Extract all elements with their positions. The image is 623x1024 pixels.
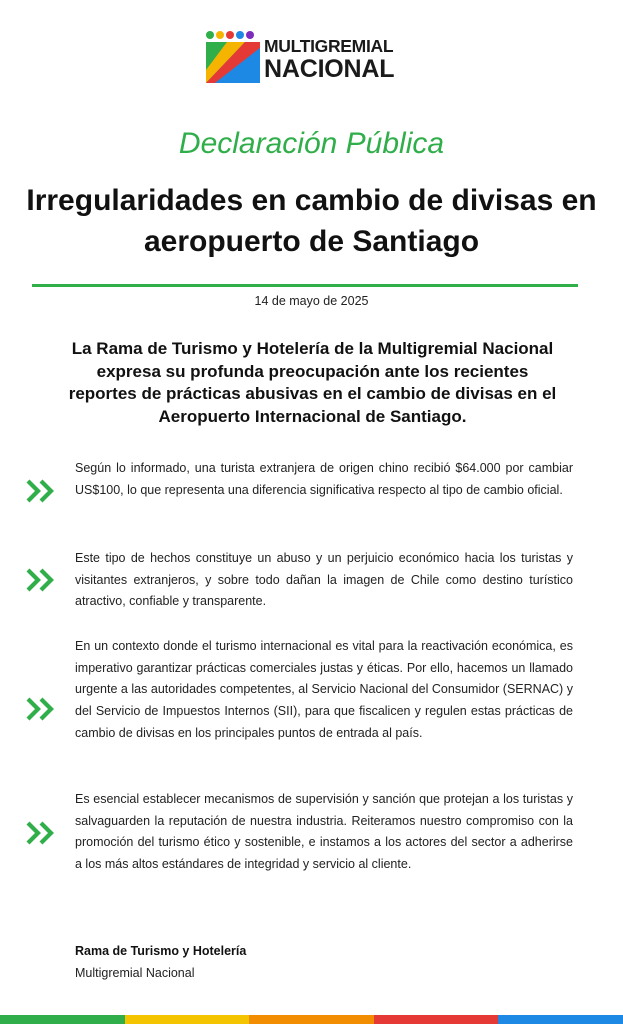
signature-name: Multigremial Nacional	[75, 966, 195, 980]
body-paragraph-1: Según lo informado, una turista extranjera de origen chino recibió $64.000 por cambiar US$100, lo que representa una diferencia significativa respecto al tipo de cambio oficial.	[75, 461, 573, 497]
document-kicker: Declaración Pública	[178, 127, 445, 160]
logo-mark-icon	[205, 30, 261, 84]
logo-wordmark	[264, 38, 394, 82]
footer-bar-blue	[498, 1015, 623, 1024]
multigremial-logo	[205, 30, 425, 86]
logo-line-2: NACIONAL	[264, 54, 395, 83]
footer-bar-yellow	[125, 1015, 250, 1024]
footer-bar-green	[0, 1015, 125, 1024]
double-chevron-right-icon	[24, 562, 60, 598]
logo-line-1: MULTIGREMIAL	[264, 36, 394, 56]
document-date: 14 de mayo de 2025	[254, 294, 369, 308]
double-chevron-right-icon	[24, 815, 60, 851]
document-title: Irregularidades en cambio de divisas en aeropuerto de Santiago	[26, 184, 597, 258]
lead-paragraph: La Rama de Turismo y Hotelería de la Multigremial Nacional expresa su profunda preocupación ante los recientes reportes de prácticas abusivas en el cambio de divisas en el Aeropuerto Internacional de Santiago.	[68, 339, 557, 426]
body-paragraph-2: Este tipo de hechos constituye un abuso y un perjuicio económico hacia los turistas y visitantes extranjeros, y sobre todo dañan la imagen de Chile como destino turístico atractivo, confiable y transparente.	[75, 551, 573, 609]
double-chevron-right-icon	[24, 691, 60, 727]
footer-bar-orange	[249, 1015, 374, 1024]
body-paragraph-3: En un contexto donde el turismo internacional es vital para la reactivación económica, es imperativo garantizar prácticas comerciales justas y éticas. Por ello, hacemos un llamado urgente a las autoridades competentes, al Servicio Nacional del Consumidor (SERNAC) y del Servicio de Impuestos Internos (SII), para que fiscalicen y regulen estas prácticas de cambio de divisas en los principales puntos de entrada al país.	[75, 639, 573, 740]
double-chevron-right-icon	[24, 473, 60, 509]
body-paragraph-4: Es esencial establecer mecanismos de supervisión y sanción que protejan a los turistas y salvaguarden la reputación de nuestra industria. Reiteramos nuestro compromiso con la promoción del turismo ético y sostenible, e instamos a los actores del sector a adherirse a los más altos estándares de integridad y servicio al cliente.	[75, 792, 573, 872]
footer-color-bar	[0, 1015, 623, 1024]
footer-bar-red	[374, 1015, 499, 1024]
title-divider	[32, 284, 578, 287]
signature-org: Rama de Turismo y Hotelería	[75, 944, 247, 958]
